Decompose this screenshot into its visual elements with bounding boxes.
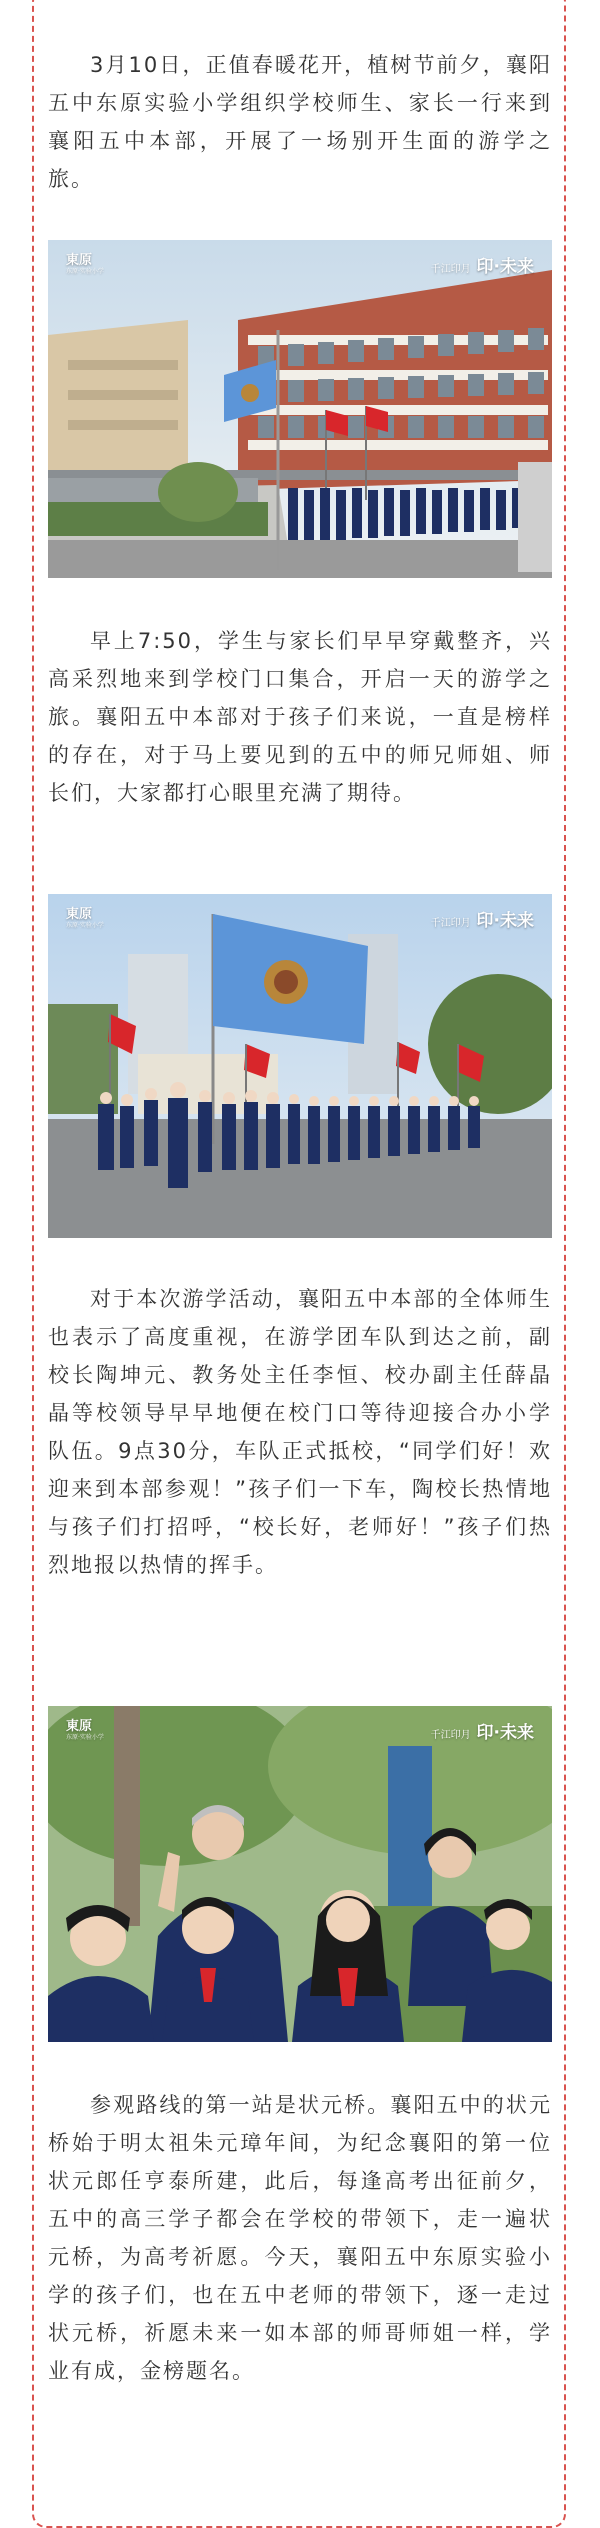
flag-parade-illustration [48,894,552,1238]
paragraph-1: 3月10日，正值春暖花开，植树节前夕，襄阳五中东原实验小学组织学校师生、家长一行来到襄阳五中本部，开展了一场别开生面的游学之旅。 [48,53,552,191]
campaign-watermark: 千江印月 印·未来 [430,257,534,277]
campaign-watermark: 千江印月 印·未来 [430,911,534,931]
photo-principal-greeting [48,1706,552,2042]
principal-greeting-illustration [48,1706,552,2042]
photo-school-gate [48,240,552,578]
brand-watermark: 東原 东原·实验小学 [66,907,104,929]
photo-flag-parade [48,894,552,1238]
campaign-watermark: 千江印月 印·未来 [430,1723,534,1743]
paragraph-2: 早上7:50，学生与家长们早早穿戴整齐，兴高采烈地来到学校门口集合，开启一天的游学之旅。襄阳五中本部对于孩子们来说，一直是榜样的存在，对于马上要见到的五中的师兄师姐、师长们，大家都打心眼里充满了期待。 [48,629,552,805]
paragraph-3: 对于本次游学活动，襄阳五中本部的全体师生也表示了高度重视，在游学团车队到达之前，副校长陶坤元、教务处主任李恒、校办副主任薛晶晶等校领导早早地便在校门口等待迎接合办小学队伍。9点30分，车队正式抵校，“同学们好！欢迎来到本部参观！”孩子们一下车，陶校长热情地与孩子们打招呼，“校长好，老师好！”孩子们热烈地报以热情的挥手。 [48,1287,552,1577]
paragraph-4: 参观路线的第一站是状元桥。襄阳五中的状元桥始于明太祖朱元璋年间，为纪念襄阳的第一位状元郎任亨泰所建，此后，每逢高考出征前夕，五中的高三学子都会在学校的带领下，走一遍状元桥，为高考祈愿。今天，襄阳五中东原实验小学的孩子们，也在五中老师的带领下，逐一走过状元桥，祈愿未来一如本部的师哥师姐一样，学业有成，金榜题名。 [48,2093,552,2383]
school-gate-illustration [48,240,552,578]
brand-watermark: 東原 东原·实验小学 [66,253,104,275]
brand-watermark: 東原 东原·实验小学 [66,1719,104,1741]
